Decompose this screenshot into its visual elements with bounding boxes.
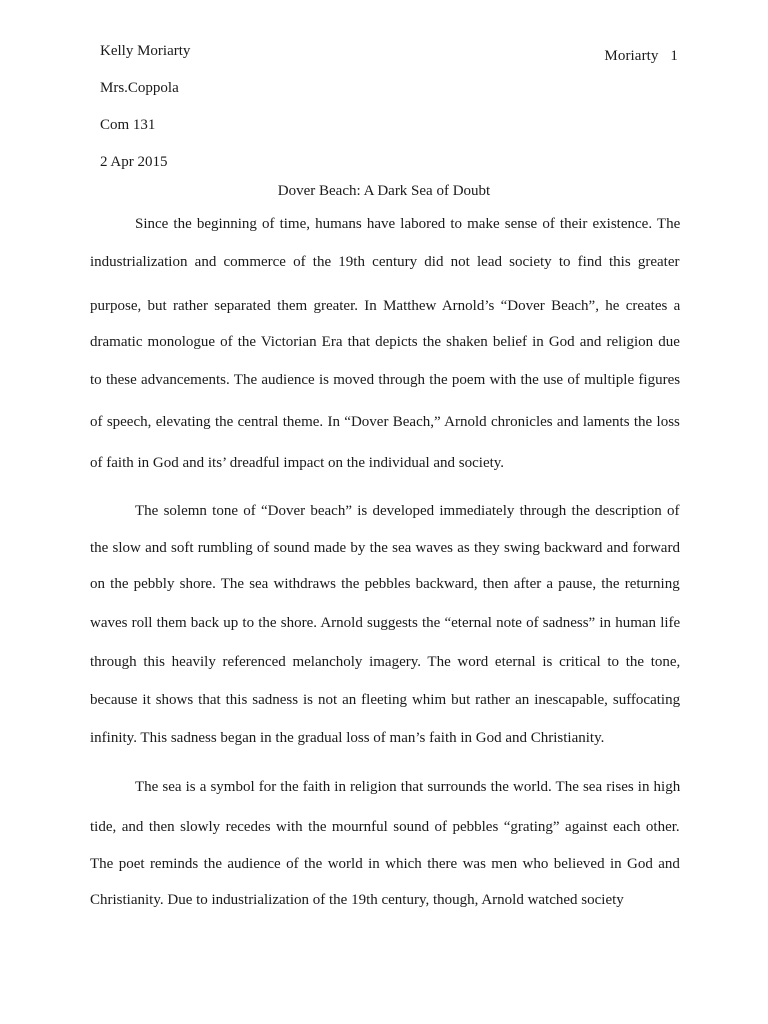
paragraph-1-line: to these advancements. The audience is moved through the poem with the use of multiple figures: [90, 372, 681, 388]
running-head: [604, 48, 678, 65]
running-head-name: Moriarty: [604, 48, 659, 64]
paragraph-2-line: The solemn tone of “Dover beach” is developed immediately through the description of: [135, 503, 680, 519]
paragraph-1-line: purpose, but rather separated them greater. In Matthew Arnold’s “Dover Beach”, he creates a: [90, 298, 681, 314]
paragraph-2-line: through this heavily referenced melancholy imagery. The word eternal is critical to the tone,: [90, 654, 681, 670]
paragraph-3-line: The sea is a symbol for the faith in religion that surrounds the world. The sea rises in high: [135, 779, 681, 795]
paragraph-3-line: The poet reminds the audience of the world in which there was men who believed in God and: [90, 856, 680, 872]
essay-title: Dover Beach: A Dark Sea of Doubt: [277, 183, 491, 199]
paragraph-2-line: infinity. This sadness began in the gradual loss of man’s faith in God and Christianity.: [90, 730, 605, 746]
page-number: 1: [670, 48, 678, 64]
paragraph-3-line: tide, and then slowly recedes with the mournful sound of pebbles “grating” against each other.: [90, 819, 680, 835]
paragraph-1-line: Since the beginning of time, humans have labored to make sense of their existence. The: [135, 216, 681, 232]
paragraph-3-line: Christianity. Due to industrialization of the 19th century, though, Arnold watched society: [90, 892, 624, 908]
instructor-name: Mrs.Coppola: [100, 80, 179, 96]
paragraph-2-line: waves roll them back up to the shore. Arnold suggests the “eternal note of sadness” in human life: [90, 615, 681, 631]
mla-heading: [100, 42, 190, 190]
student-name: Kelly Moriarty: [100, 43, 191, 59]
course-name: Com 131: [100, 117, 156, 133]
paragraph-1-line: dramatic monologue of the Victorian Era that depicts the shaken belief in God and religion due: [90, 334, 680, 350]
paragraph-1-line: of speech, elevating the central theme. In “Dover Beach,” Arnold chronicles and laments the loss: [90, 414, 680, 430]
paragraph-2-line: because it shows that this sadness is not an fleeting whim but rather an inescapable, suffocating: [90, 692, 681, 708]
paragraph-1-line: of faith in God and its’ dreadful impact on the individual and society.: [90, 455, 505, 471]
paragraph-2-line: on the pebbly shore. The sea withdraws the pebbles backward, then after a pause, the returning: [90, 576, 680, 592]
paragraph-1-line: industrialization and commerce of the 19th century did not lead society to find this greater: [90, 254, 680, 270]
essay-date: 2 Apr 2015: [100, 154, 168, 170]
paragraph-2-line: the slow and soft rumbling of sound made by the sea waves as they swing backward and forward: [90, 540, 680, 556]
